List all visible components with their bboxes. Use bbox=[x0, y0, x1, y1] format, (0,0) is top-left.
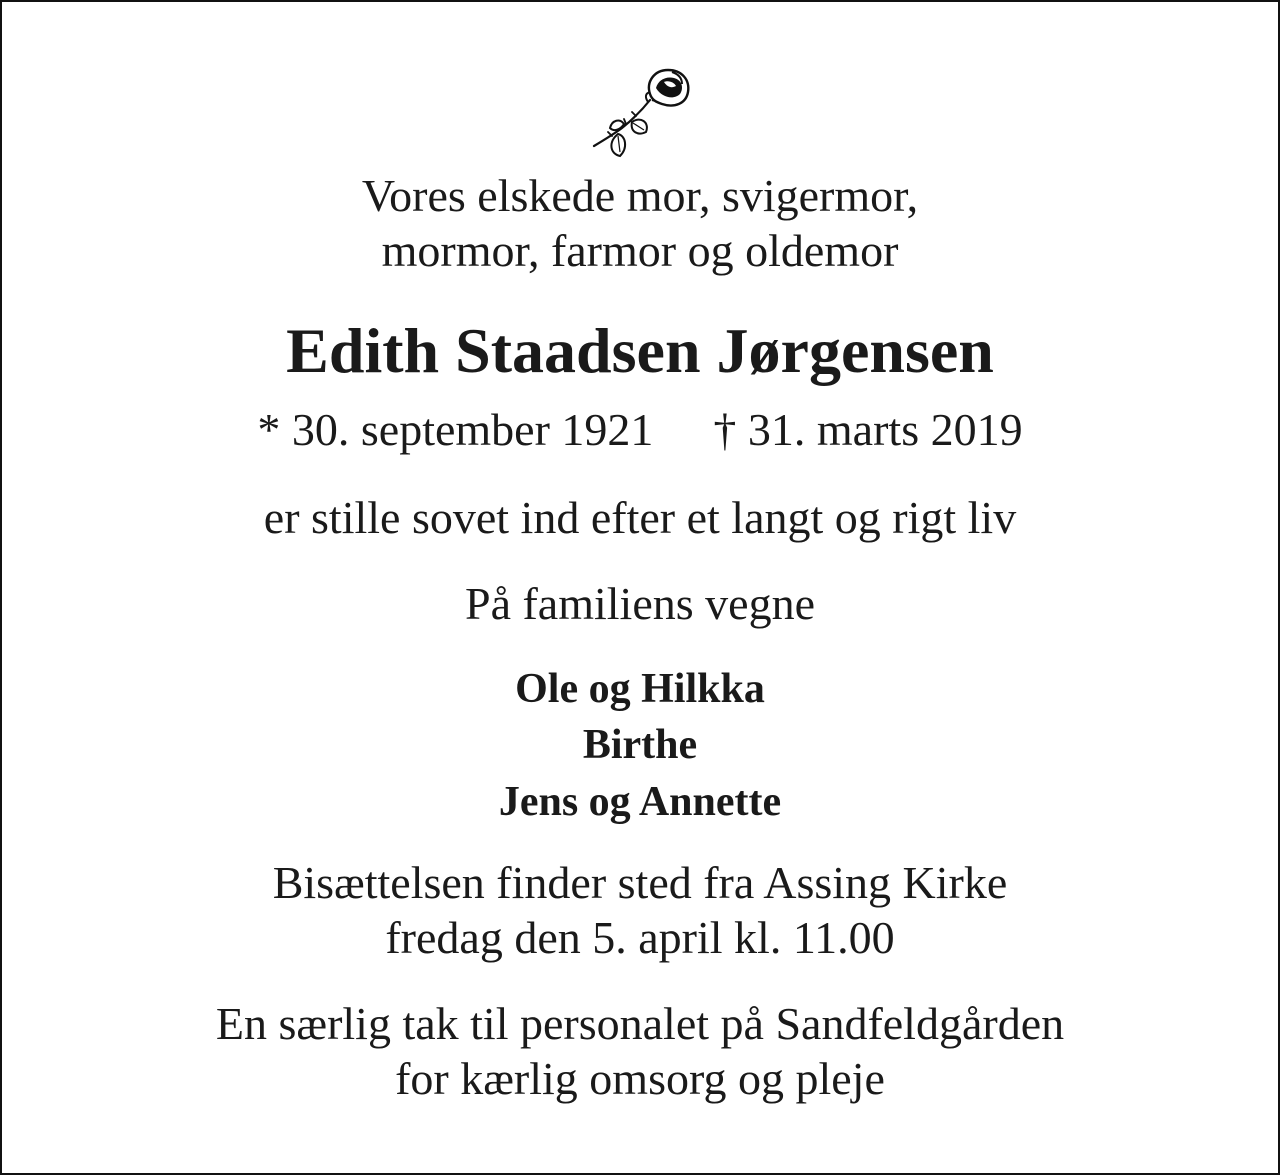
thanks-line-2: for kærlig omsorg og pleje bbox=[395, 1053, 885, 1104]
passing-text: er stille sovet ind efter et langt og rigt liv bbox=[263, 492, 1017, 543]
rose-icon bbox=[588, 66, 694, 162]
death-date: † 31. marts 2019 bbox=[713, 404, 1023, 455]
thanks-line-1: En særlig tak til personalet på Sandfeldgården bbox=[215, 998, 1065, 1049]
intro-line-2: mormor, farmor og oldemor bbox=[381, 225, 899, 276]
family-line-3: Jens og Annette bbox=[498, 779, 782, 825]
family-line-2: Birthe bbox=[582, 722, 698, 768]
funeral-line-2: fredag den 5. april kl. 11.00 bbox=[385, 912, 895, 963]
funeral-line-1: Bisættelsen finder sted fra Assing Kirke bbox=[272, 857, 1008, 908]
family-line-1: Ole og Hilkka bbox=[515, 666, 765, 712]
life-dates bbox=[0, 402, 1280, 458]
deceased-name: Edith Staadsen Jørgensen bbox=[286, 315, 994, 386]
birth-date: * 30. september 1921 bbox=[257, 404, 654, 455]
intro-line-1: Vores elskede mor, svigermor, bbox=[361, 170, 919, 221]
on-behalf-text: På familiens vegne bbox=[464, 578, 815, 629]
